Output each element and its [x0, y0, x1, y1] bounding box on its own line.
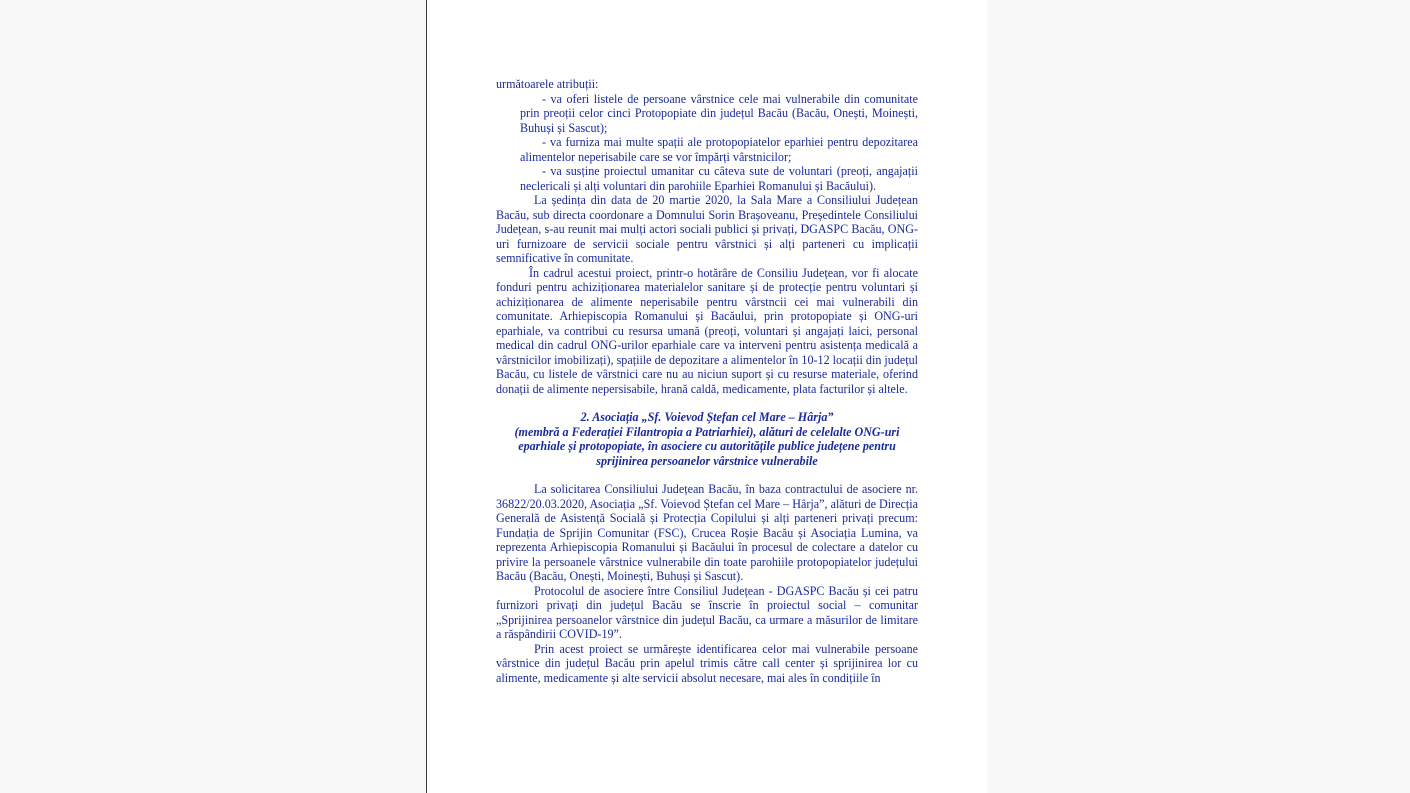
paragraph-meeting: La ședința din data de 20 martie 2020, la Sala Mare a Consiliului Județean Bacău, sub directa coordonare a Domnului Sorin Brașoveanu, Președintele Consiliului Județean, s-au reunit mai mulți actori sociali publici și privați, DGASPC Bacău, ONG-uri furnizoare de servicii sociale pentru vârstnici și alți parteneri cu implicații semnificative în comunitate. — [496, 193, 918, 265]
paragraph-request: La solicitarea Consiliului Județean Bacău, în baza contractului de asociere nr. 36822/20.03.2020, Asociația „Sf. Voievod Ștefan cel Mare – Hârja”, alături de Direcția Generală de Asistență Socială și Protecția Copilului și alți parteneri privați precum: Fundația de Sprijin Comunitar (FSC), Crucea Roșie Bacău și Asociația Lumina, va reprezenta Arhiepiscopia Romanului și Bacăului în procesul de colectare a datelor cu privire la persoanele vârstnice vulnerabile din toate parohiile protopopiatelor județului Bacău (Bacău, Onești, Moinești, Buhuși și Sascut). — [496, 482, 918, 583]
paragraph-project: În cadrul acestui proiect, printr-o hotărâre de Consiliu Județean, vor fi alocate fonduri pentru achiziționarea materialelor sanitare și de protecție pentru voluntari și achiziționarea de alimente neperisabile pentru vârstncii cei mai vulnerabili din comunitate. Arhiepiscopia Romanului și Bacăului, prin protopopiate și ONG-uri eparhiale, va contribui cu resursa umană (preoți, voluntari și angajați laici, personal medical din cadrul ONG-urilor eparhiale care va interveni pentru asistența medicală a vârstnicilor imobilizați), spațiile de depozitare a alimentelor în 10-12 locații din județul Bacău, cu listele de vârstnici care nu au niciun suport și cu resurse materiale, oferind donații de alimente nepersisabile, hrană caldă, medicamente, plata facturilor și altele. — [496, 265, 918, 396]
document-body — [496, 77, 918, 685]
intro-line: următoarele atribuții: — [496, 77, 599, 91]
bullet-item: - va furniza mai multe spații ale protopopiatelor eparhiei pentru depozitarea alimentelor neperisabile care se vor împărți vârstnicilor; — [520, 135, 918, 164]
section-heading-title: 2. Asociația „Sf. Voievod Ștefan cel Mare – Hârja” — [580, 410, 834, 424]
section-heading — [496, 410, 918, 468]
bullet-item: - va susține proiectul umanitar cu câteva sute de voluntari (preoți, angajații neclericali și alți voluntari din parohiile Eparhiei Romanului și Bacăului). — [520, 164, 918, 193]
paragraph-goal: Prin acest proiect se urmărește identificarea celor mai vulnerabile persoane vârstnice din județul Bacău prin apelul trimis către call center și sprijinirea lor cu alimente, medicamente și alte servicii absolut necesare, mai ales în condițiile în — [496, 641, 918, 685]
paragraph-protocol: Protocolul de asociere între Consiliul Județean - DGASPC Bacău și cei patru furnizori privați din județul Bacău se înscrie în proiectul social – comunitar „Sprijinirea persoanelor vârstnice din județul Bacău, ca urmare a măsurilor de limitare a răspândirii COVID-19”. — [496, 583, 918, 641]
section-heading-subtitle: (membră a Federației Filantropia a Patriarhiei), alături de celelalte ONG-uri eparhiale și protopopiate, în asociere cu autoritățile publice județene pentru sprijinirea persoanelor vârstnice vulnerabile — [514, 424, 900, 468]
document-page — [426, 0, 987, 793]
bullet-item: - va oferi listele de persoane vârstnice cele mai vulnerabile din comunitate prin preoții celor cinci Protopopiate din județul Bacău (Bacău, Onești, Moinești, Buhuși și Sascut); — [520, 91, 918, 135]
